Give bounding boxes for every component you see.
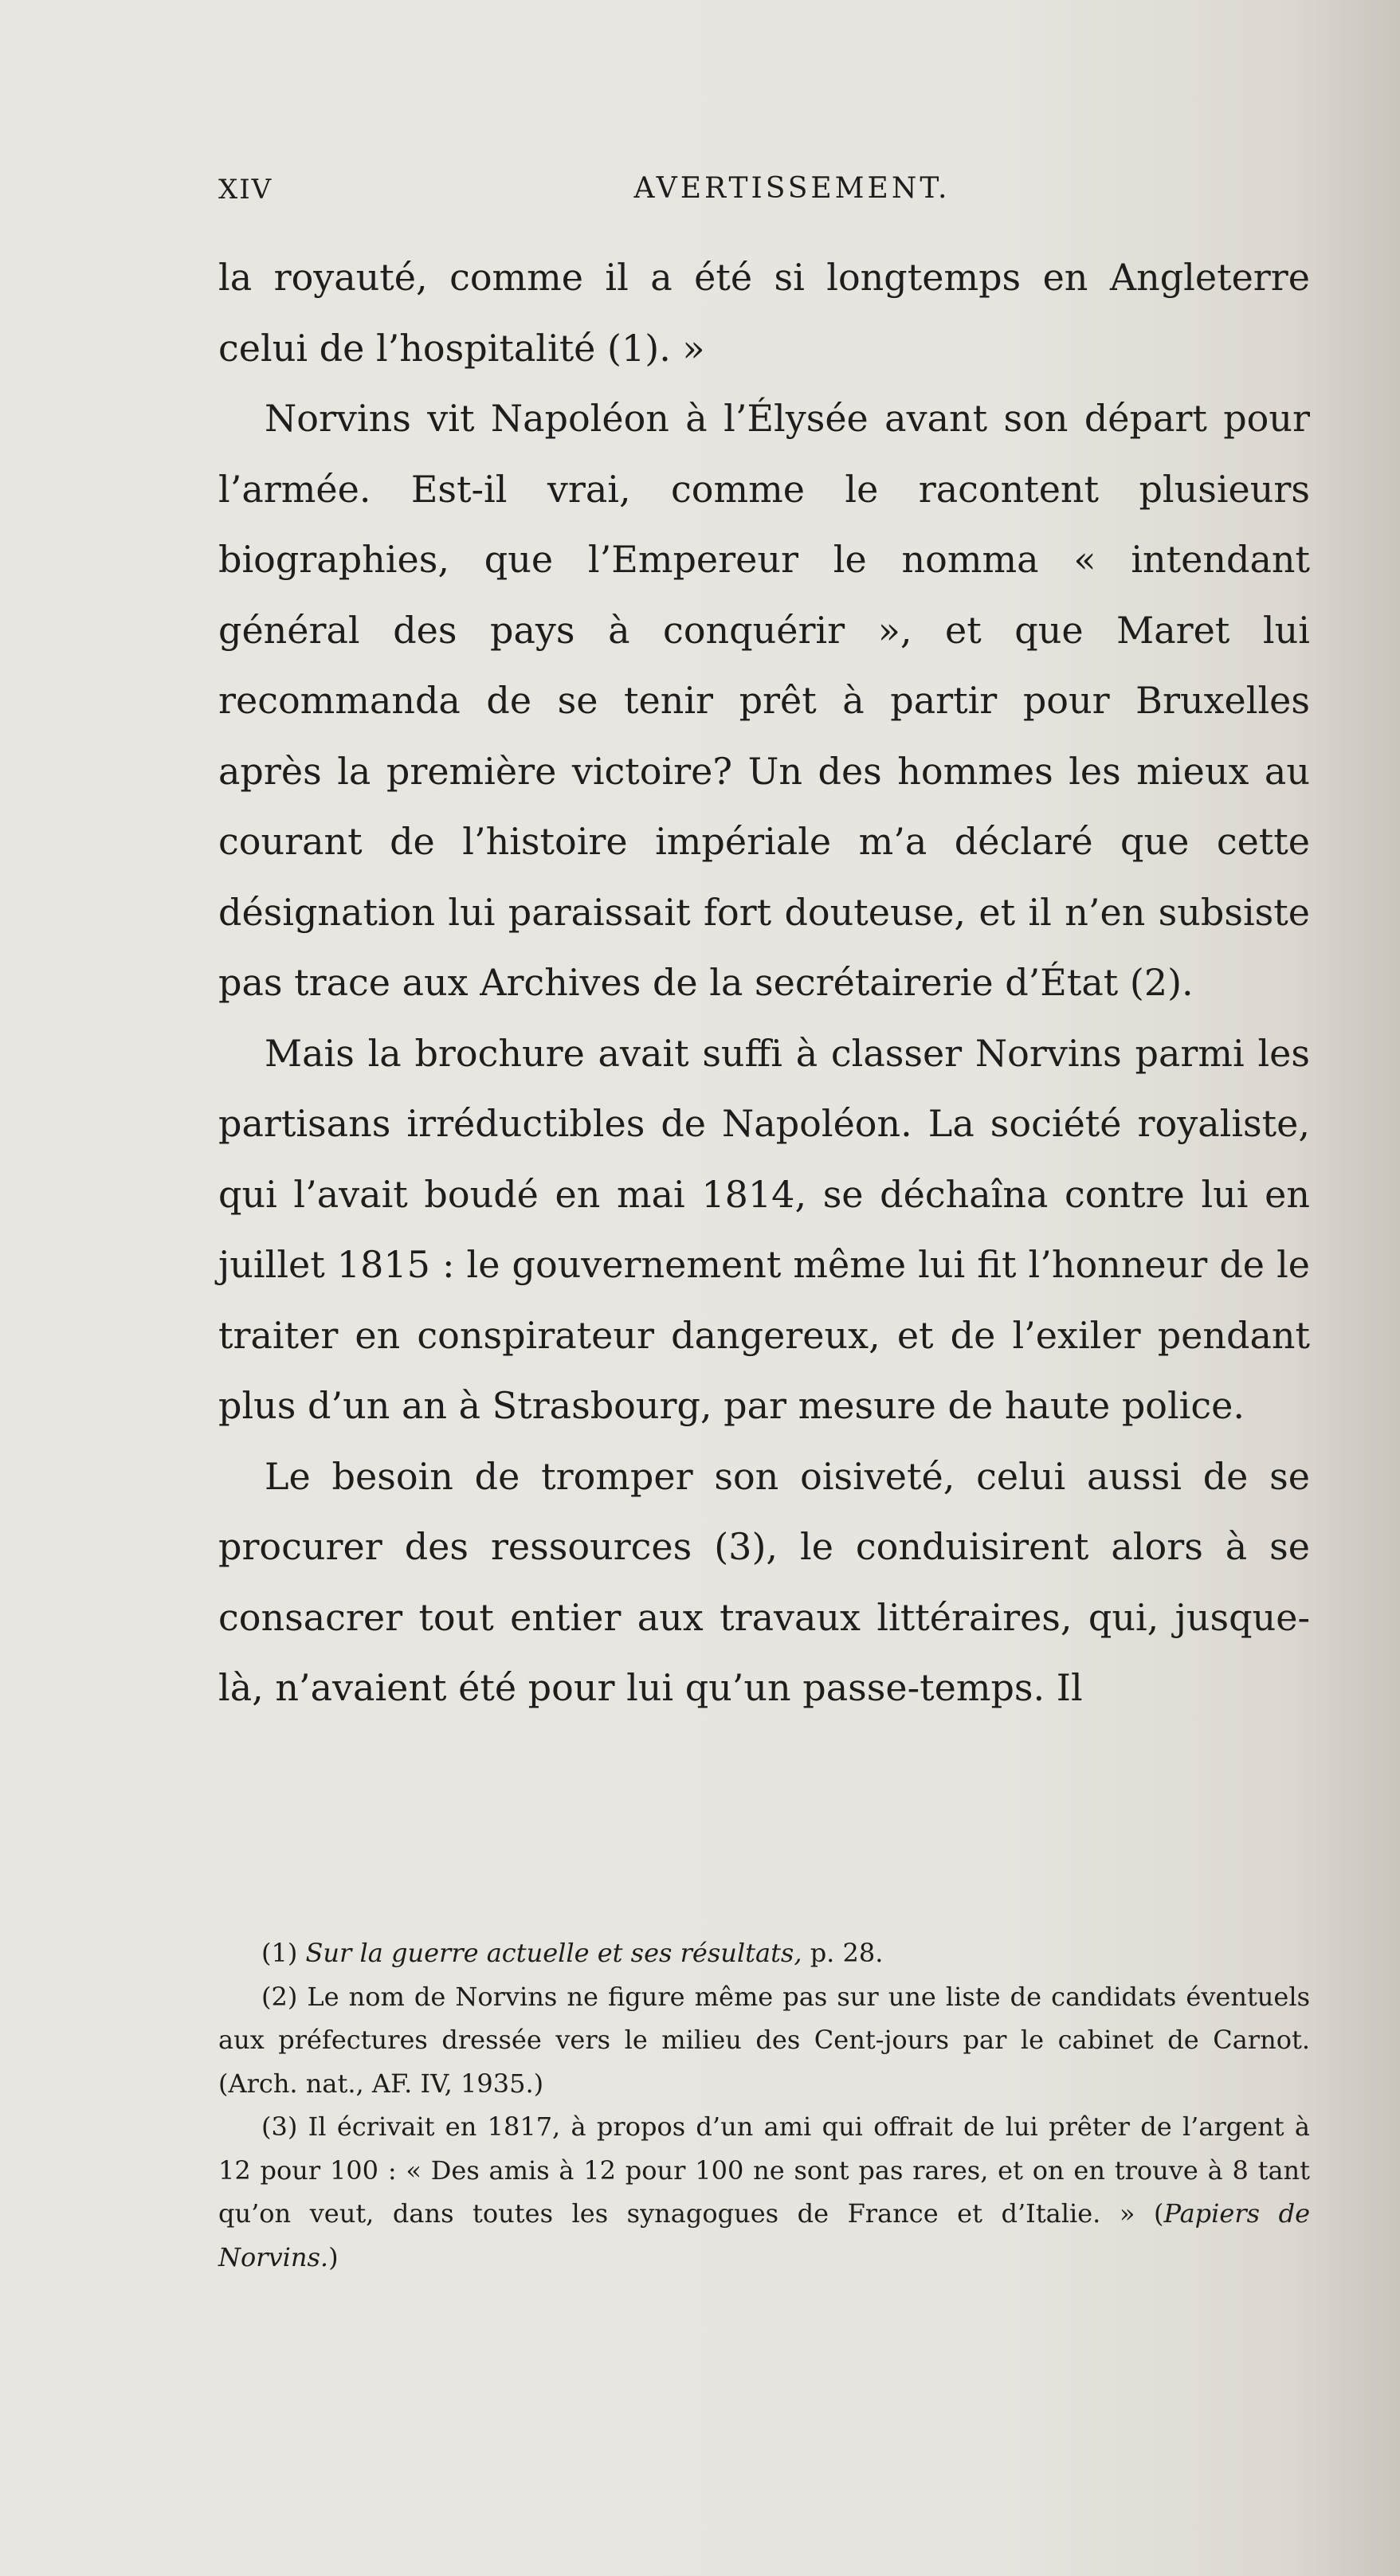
footnote-1 [218,1931,1310,1975]
footnote-3-source-open: ( [1154,2198,1164,2229]
footnotes [218,1931,1310,2279]
footnote-3-text: (3) Il écrivait en 1817, à propos d’un ami qui offrait de lui prêter de l’argent à 12 pour 100 : « Des amis à 12 pour 100 ne sont pas rares, et on en trouve à 8 tant qu’on veut, dans toutes les synagogues de France et d’Italie. » [218,2111,1310,2229]
paragraph-literary-work: Le besoin de tromper son oisiveté, celui aussi de se procurer des ressources (3), le conduisirent alors à se consacrer tout entier aux travaux littéraires, qui, jusque-là, n’avaient été pour lui qu’un passe-temps. Il [218,1454,1310,1709]
footnote-3-source: Papiers de Norvins. [218,2198,1310,2272]
paragraph-continuation: la royauté, comme il a été si longtemps en Angleterre celui de l’hospitalité (1). » [218,256,1310,370]
footnote-1-marker: (1) [261,1938,298,1968]
page-header [218,174,1310,222]
page-number: XIV [218,174,273,206]
footnote-1-page: p. 28. [810,1938,884,1968]
paragraph-napoleon-elysee: Norvins vit Napoléon à l’Élysée avant son départ pour l’armée. Est-il vrai, comme le racontent plusieurs biographies, que l’Empereur le nomma « intendant général des pays à conquérir », et que Maret lui recommanda de se tenir prêt à partir pour Bruxelles après la première victoire? Un des hommes les mieux au courant de l’histoire impériale m’a déclaré que cette désignation lui paraissait fort douteuse, et il n’en subsiste pas trace aux Archives de la secrétairerie d’État (2). [218,397,1310,1004]
footnote-1-title: Sur la guerre actuelle et ses résultats, [305,1938,802,1968]
footnote-3 [218,2105,1310,2279]
paragraph-brochure: Mais la brochure avait suffi à classer Norvins parmi les partisans irréductibles de Napoléon. La société royaliste, qui l’avait boudé en mai 1814, se déchaîna contre lui en juillet 1815 : le gouvernement même lui fit l’honneur de le traiter en conspirateur dangereux, et de l’exiler pendant plus d’un an à Strasbourg, par mesure de haute police. [218,1031,1310,1427]
running-title: AVERTISSEMENT. [633,172,951,205]
footnote-3-source-close: ) [328,2241,339,2272]
footnote-2: (2) Le nom de Norvins ne figure même pas sur une liste de candidats éventuels aux préfectures dressée vers le milieu des Cent-jours par le cabinet de Carnot. (Arch. nat., AF. IV, 1935.) [218,1981,1310,2099]
body-text [218,242,1310,1723]
